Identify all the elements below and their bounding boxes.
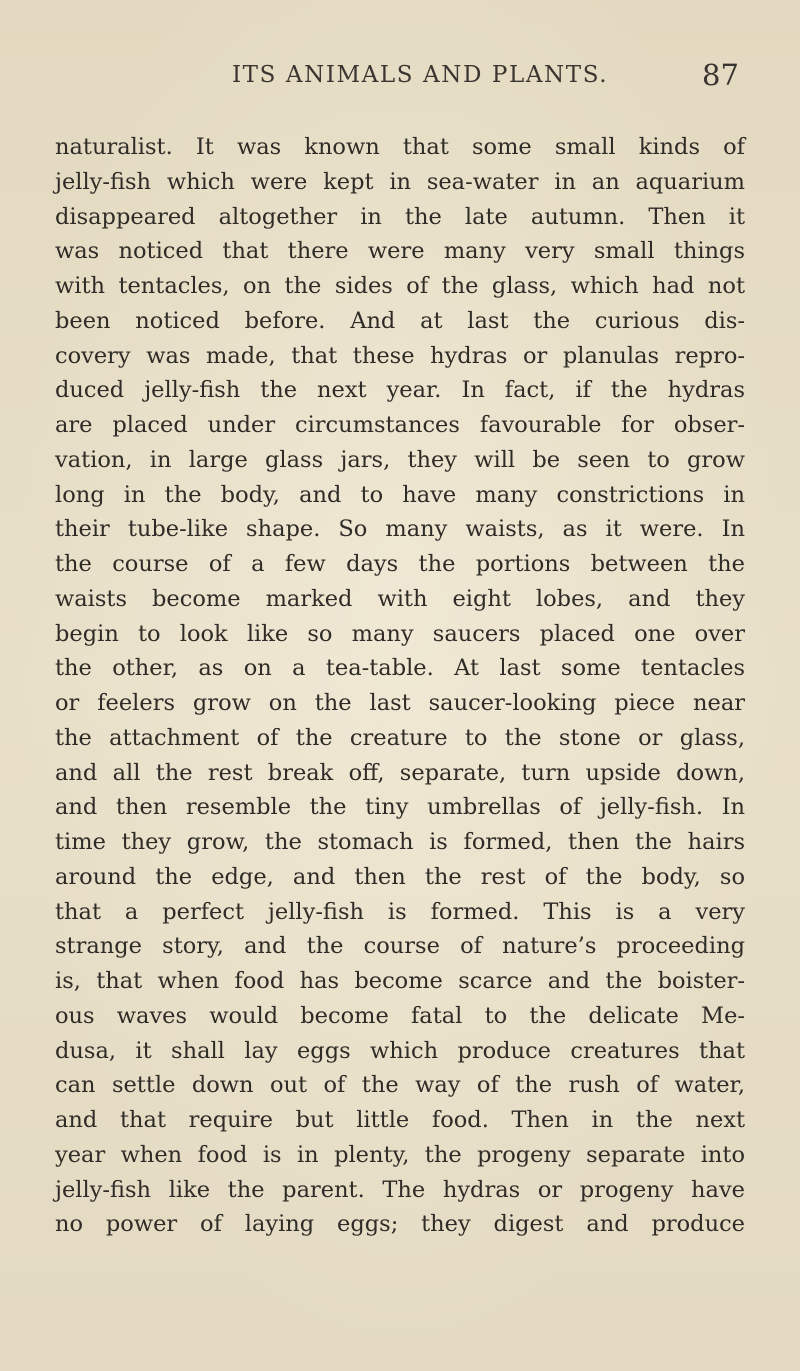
text-line: the attachment of the creature to the stone or glass,	[55, 724, 745, 751]
text-line: long in the body, and to have many constrictions in	[55, 481, 745, 508]
page-number: 87	[702, 58, 739, 92]
text-line: naturalist. It was known that some small kinds of	[55, 134, 745, 160]
text-line: covery was made, that these hydras or planulas repro-	[55, 342, 745, 369]
text-line: time they grow, the stomach is formed, then the hairs	[55, 829, 745, 855]
text-line: or feelers grow on the last saucer-looking piece near	[55, 690, 745, 716]
text-line: can settle down out of the way of the rush of water,	[55, 1072, 745, 1099]
text-line: year when food is in plenty, the progeny separate into	[55, 1141, 745, 1168]
text-line: the other, as on a tea-table. At last some tentacles	[55, 655, 745, 682]
text-line: and all the rest break off, separate, turn upside down,	[55, 759, 745, 786]
running-title: ITS ANIMALS AND PLANTS.	[232, 62, 609, 88]
text-line: their tube-like shape. So many waists, as it were. In	[55, 516, 745, 543]
text-line: was noticed that there were many very small things	[55, 238, 745, 265]
text-line: strange story, and the course of nature’s proceeding	[55, 933, 745, 960]
text-line: with tentacles, on the sides of the glass, which had not	[55, 273, 745, 299]
text-line: duced jelly-fish the next year. In fact, if the hydras	[55, 377, 745, 404]
text-line: jelly-fish like the parent. The hydras or progeny have	[55, 1176, 745, 1203]
text-line: around the edge, and then the rest of the body, so	[55, 863, 745, 890]
text-line: ous waves would become fatal to the delicate Me-	[55, 1002, 745, 1029]
text-line: vation, in large glass jars, they will be seen to grow	[55, 446, 745, 473]
text-line: are placed under circumstances favourable for obser-	[55, 412, 745, 438]
text-line: the course of a few days the portions between the	[55, 551, 745, 577]
text-line: dusa, it shall lay eggs which produce creatures that	[55, 1037, 745, 1064]
text-line: and that require but little food. Then in the next	[55, 1107, 745, 1133]
text-line: is, that when food has become scarce and the boister-	[55, 968, 745, 994]
text-line: begin to look like so many saucers placed one over	[55, 620, 745, 647]
text-line: that a perfect jelly-fish is formed. This is a very	[55, 898, 745, 925]
text-line: and then resemble the tiny umbrellas of jelly-fish. In	[55, 794, 745, 821]
text-line: been noticed before. And at last the curious dis-	[55, 307, 745, 334]
text-line: disappeared altogether in the late autumn. Then it	[55, 203, 745, 230]
running-head	[0, 58, 800, 98]
text-line: jelly-fish which were kept in sea-water in an aquarium	[55, 168, 745, 195]
body-text	[55, 130, 745, 1242]
text-line: no power of laying eggs; they digest and produce	[55, 1211, 745, 1238]
text-line: waists become marked with eight lobes, and they	[55, 585, 745, 612]
